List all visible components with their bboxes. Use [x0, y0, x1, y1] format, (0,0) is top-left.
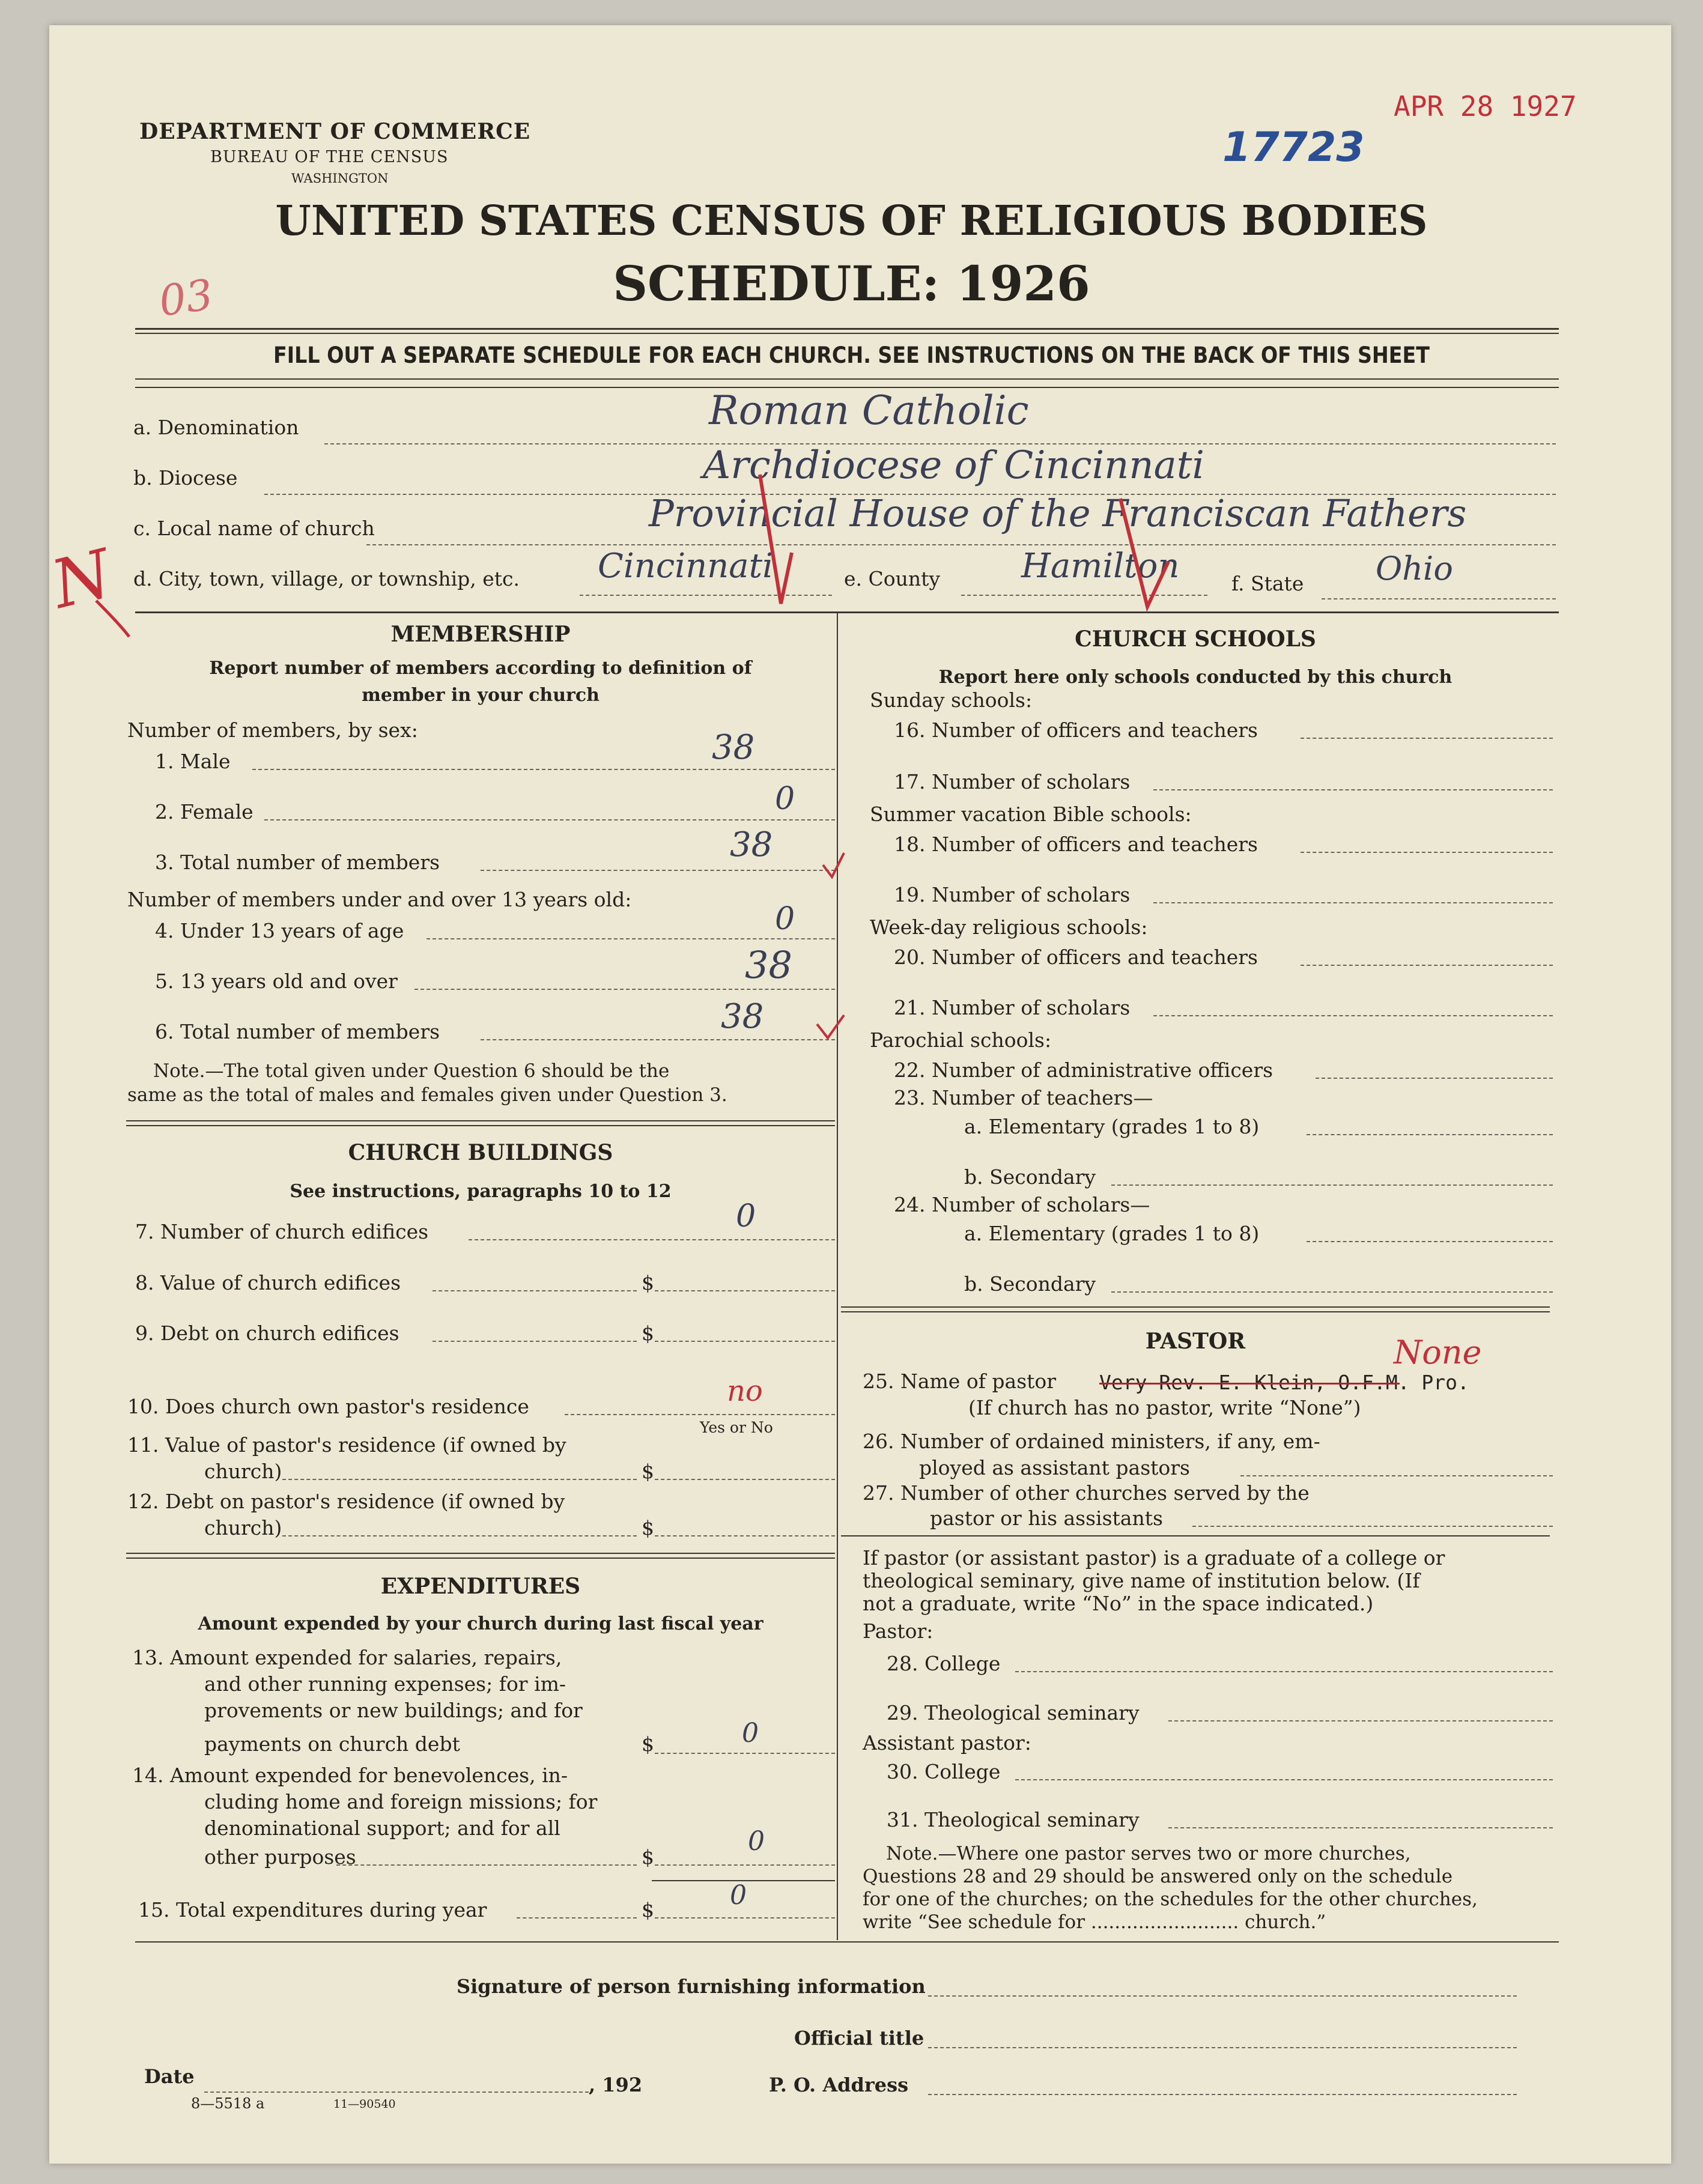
q2-value[interactable]: 0 — [775, 781, 795, 817]
q20-label: 20. Number of officers and teachers — [894, 945, 1258, 969]
graduate-instruction-1: If pastor (or assistant pastor) is a graduate of a college or — [863, 1546, 1445, 1570]
sunday-schools-label: Sunday schools: — [870, 688, 1033, 712]
graduate-instruction-3: not a graduate, write “No” in the space indicated.) — [863, 1592, 1374, 1615]
schools-title: CHURCH SCHOOLS — [1075, 626, 1316, 652]
q14-label-3: denominational support; and for all — [204, 1816, 560, 1840]
local-name-label: c. Local name of church — [133, 517, 375, 540]
check-mark-icon — [823, 853, 844, 877]
bureau-heading: BUREAU OF THE CENSUS — [210, 148, 449, 166]
q29-label: 29. Theological seminary — [887, 1701, 1140, 1724]
q11-dollar: $ — [642, 1460, 654, 1483]
q8-dollar: $ — [642, 1271, 654, 1294]
pastor-note-2: Questions 28 and 29 should be answered only on the schedule — [863, 1866, 1453, 1887]
parochial-schools-label: Parochial schools: — [870, 1028, 1052, 1052]
denomination-label: a. Denomination — [133, 416, 299, 439]
assistant-subhead: Assistant pastor: — [863, 1731, 1031, 1755]
diocese-label: b. Diocese — [133, 466, 238, 490]
pastor-note-4: write “See schedule for ......................... church.” — [863, 1911, 1326, 1933]
q26-label-1: 26. Number of ordained ministers, if any, em- — [863, 1430, 1320, 1453]
local-name-value[interactable]: Provincial House of the Franciscan Fathers — [649, 491, 1467, 535]
q13-label-2: and other running expenses; for im- — [204, 1672, 566, 1696]
q25-correction[interactable]: None — [1394, 1333, 1482, 1371]
q13-value[interactable]: 0 — [742, 1718, 759, 1749]
q12-dollar: $ — [642, 1516, 654, 1539]
signature-label: Signature of person furnishing information — [457, 1975, 926, 1998]
q18-label: 18. Number of officers and teachers — [894, 833, 1258, 856]
check-mark-icon — [1120, 499, 1168, 607]
yes-no-hint: Yes or No — [700, 1419, 773, 1436]
q26-label-2: ployed as assistant pastors — [919, 1456, 1190, 1479]
year-label: , 192 — [589, 2073, 643, 2096]
graduate-instruction-2: theological seminary, give name of institution below. (If — [863, 1569, 1420, 1592]
q15-dollar: $ — [642, 1898, 654, 1922]
department-heading: DEPARTMENT OF COMMERCE — [139, 119, 531, 144]
membership-intro-1: Report number of members according to definition of — [209, 658, 752, 679]
po-address-label: P. O. Address — [769, 2073, 909, 2096]
membership-intro-2: member in your church — [362, 685, 600, 706]
q4-label: 4. Under 13 years of age — [155, 919, 404, 942]
q6-value[interactable]: 38 — [721, 997, 764, 1036]
corner-pencil-mark: 03 — [156, 270, 216, 326]
q25-value[interactable]: Very Rev. E. Klein, O.F.M. Pro. — [1099, 1371, 1469, 1394]
print-number: 11—90540 — [333, 2098, 396, 2111]
form-number: 8—5518 a — [191, 2095, 265, 2112]
denomination-value[interactable]: Roman Catholic — [709, 387, 1029, 434]
summer-schools-label: Summer vacation Bible schools: — [870, 802, 1192, 826]
q3-label: 3. Total number of members — [155, 851, 440, 874]
buildings-subtitle: See instructions, paragraphs 10 to 12 — [290, 1181, 672, 1202]
margin-red-mark: N — [44, 535, 120, 623]
instruction-banner: FILL OUT A SEPARATE SCHEDULE FOR EACH CHURCH. SEE INSTRUCTIONS ON THE BACK OF THIS SHEET — [273, 342, 1430, 368]
check-mark-icon — [96, 601, 129, 637]
q1-value[interactable]: 38 — [712, 728, 755, 767]
q7-value[interactable]: 0 — [736, 1198, 756, 1234]
q10-value[interactable]: no — [727, 1374, 763, 1408]
q13-label-1: 13. Amount expended for salaries, repairs, — [132, 1646, 562, 1669]
q14-dollar: $ — [642, 1845, 654, 1869]
q14-label-4: other purposes — [204, 1845, 356, 1869]
buildings-title: CHURCH BUILDINGS — [348, 1140, 613, 1165]
q31-label: 31. Theological seminary — [887, 1808, 1140, 1831]
q13-label-4: payments on church debt — [204, 1732, 460, 1756]
q8-label: 8. Value of church edifices — [135, 1271, 401, 1294]
state-value[interactable]: Ohio — [1376, 550, 1453, 587]
pastor-title: PASTOR — [1145, 1329, 1246, 1354]
q24b-label: b. Secondary — [964, 1272, 1096, 1296]
q30-label: 30. College — [887, 1760, 1001, 1783]
q19-label: 19. Number of scholars — [894, 883, 1131, 906]
q14-label-1: 14. Amount expended for benevolences, in- — [132, 1764, 568, 1787]
diocese-value[interactable]: Archdiocese of Cincinnati — [703, 443, 1204, 488]
membership-title: MEMBERSHIP — [390, 622, 571, 647]
q10-label: 10. Does church own pastor's residence — [127, 1395, 529, 1418]
membership-note-1: Note.—The total given under Question 6 should be the — [153, 1060, 670, 1082]
q25-note: (If church has no pastor, write “None”) — [968, 1396, 1361, 1419]
city-label: d. City, town, village, or township, etc. — [133, 567, 520, 590]
expenditures-title: EXPENDITURES — [380, 1574, 581, 1599]
q13-dollar: $ — [642, 1732, 654, 1756]
q24a-label: a. Elementary (grades 1 to 8) — [964, 1222, 1260, 1245]
q5-label: 5. 13 years old and over — [155, 969, 398, 993]
q15-label: 15. Total expenditures during year — [138, 1898, 487, 1922]
q12-label-2: church) — [204, 1516, 282, 1539]
q28-label: 28. College — [887, 1652, 1001, 1675]
q17-label: 17. Number of scholars — [894, 770, 1131, 793]
q23a-label: a. Elementary (grades 1 to 8) — [964, 1115, 1260, 1138]
check-mark-icon — [760, 475, 792, 604]
file-number-stamp: 17723 — [1222, 124, 1365, 171]
city-value[interactable]: Cincinnati — [598, 547, 774, 586]
received-date-stamp: APR 28 1927 — [1394, 90, 1577, 123]
q27-label-1: 27. Number of other churches served by the — [863, 1481, 1310, 1505]
q23b-label: b. Secondary — [964, 1165, 1096, 1189]
check-mark-icon — [817, 1015, 844, 1038]
pastor-note-1: Note.—Where one pastor serves two or more churches, — [886, 1843, 1411, 1864]
date-label: Date — [144, 2065, 195, 2088]
washington-label: WASHINGTON — [291, 171, 389, 186]
q4-value[interactable]: 0 — [775, 901, 795, 937]
q22-label: 22. Number of administrative officers — [894, 1058, 1273, 1082]
county-value[interactable]: Hamilton — [1021, 547, 1180, 586]
q14-label-2: cluding home and foreign missions; for — [204, 1790, 598, 1813]
q6-label: 6. Total number of members — [155, 1020, 440, 1043]
q14-value[interactable]: 0 — [748, 1826, 765, 1857]
official-title-label: Official title — [794, 2027, 924, 2049]
q16-label: 16. Number of officers and teachers — [894, 718, 1258, 742]
q9-label: 9. Debt on church edifices — [135, 1321, 399, 1345]
form-subtitle: SCHEDULE: 1926 — [613, 255, 1090, 312]
county-label: e. County — [844, 567, 941, 590]
q2-label: 2. Female — [155, 800, 253, 824]
by-sex-label: Number of members, by sex: — [127, 718, 418, 742]
q21-label: 21. Number of scholars — [894, 996, 1131, 1019]
pastor-subhead: Pastor: — [863, 1619, 933, 1643]
pastor-note-3: for one of the churches; on the schedules for the other churches, — [863, 1888, 1478, 1910]
q12-label-1: 12. Debt on pastor's residence (if owned by — [127, 1490, 565, 1513]
q13-label-3: provements or new buildings; and for — [204, 1699, 583, 1722]
membership-note-2: same as the total of males and females given under Question 3. — [127, 1084, 727, 1106]
weekday-schools-label: Week-day religious schools: — [870, 915, 1148, 939]
q9-dollar: $ — [642, 1321, 654, 1345]
expenditures-subtitle: Amount expended by your church during last fiscal year — [198, 1613, 763, 1634]
q23-label: 23. Number of teachers— — [894, 1086, 1153, 1109]
q25-label: 25. Name of pastor — [863, 1370, 1057, 1393]
q15-value[interactable]: 0 — [730, 1880, 747, 1911]
q5-value[interactable]: 38 — [745, 943, 792, 987]
q1-label: 1. Male — [155, 750, 231, 773]
q11-label-2: church) — [204, 1460, 282, 1483]
q27-label-2: pastor or his assistants — [930, 1506, 1163, 1530]
q11-label-1: 11. Value of pastor's residence (if owned by — [127, 1433, 566, 1457]
q7-label: 7. Number of church edifices — [135, 1220, 429, 1243]
form-title: UNITED STATES CENSUS OF RELIGIOUS BODIES — [275, 197, 1428, 245]
q3-value[interactable]: 38 — [730, 825, 773, 864]
q24-label: 24. Number of scholars— — [894, 1193, 1150, 1216]
state-label: f. State — [1231, 572, 1304, 595]
schools-subtitle: Report here only schools conducted by this church — [938, 667, 1453, 688]
by-age-label: Number of members under and over 13 years old: — [127, 888, 632, 911]
